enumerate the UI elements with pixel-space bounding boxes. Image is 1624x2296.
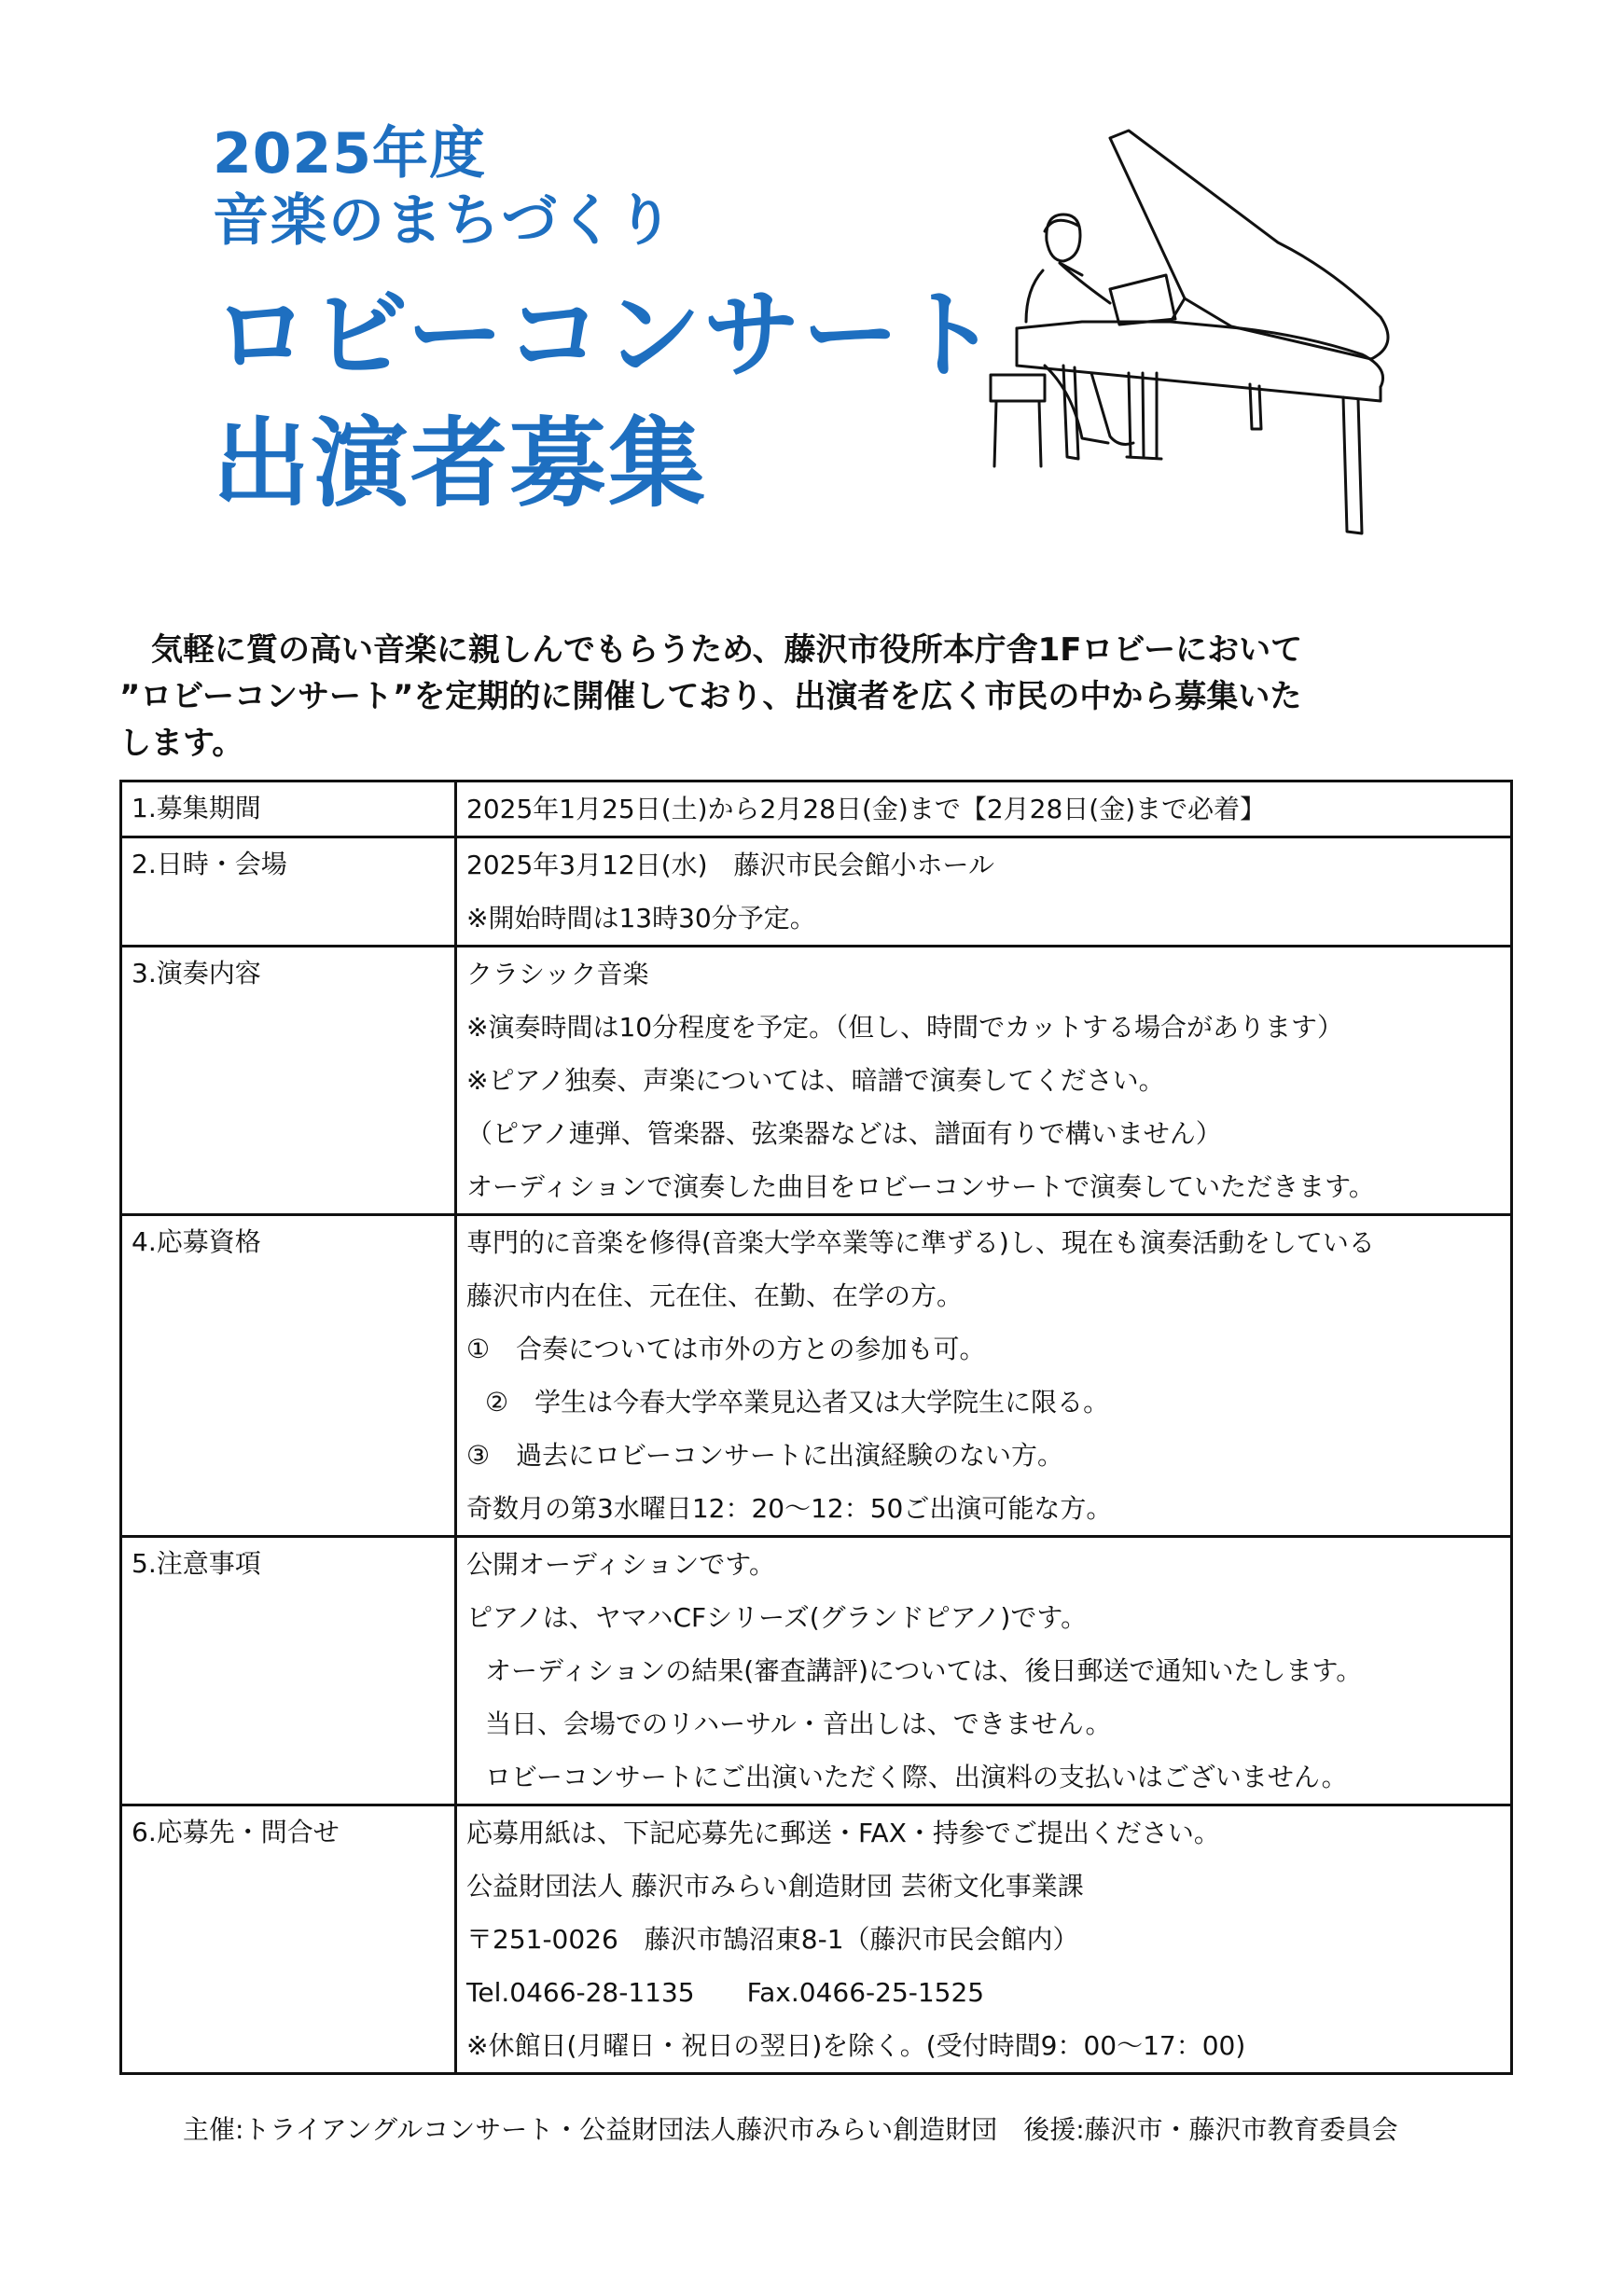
row-content-line: Tel.0466-28-1135 Fax.0466-25-1525 bbox=[466, 1977, 985, 2008]
row-content-line: ピアノは、ヤマハCFシリーズ(グランドピアノ)です。 bbox=[466, 1602, 1088, 1633]
piano-body-side bbox=[1017, 328, 1381, 401]
table-row bbox=[121, 1805, 1512, 2074]
row-content bbox=[456, 781, 1512, 837]
table-row bbox=[121, 947, 1512, 1215]
table-row bbox=[121, 837, 1512, 947]
row-content-line: ② 学生は今春大学卒業見込者又は大学院生に限る。 bbox=[485, 1387, 1110, 1418]
intro-line: ”ロビーコンサート”を定期的に開催しており、出演者を広く市民の中から募集いた bbox=[119, 678, 1302, 715]
row-content-line: 公開オーディションです。 bbox=[466, 1549, 775, 1580]
piano-illustration bbox=[970, 121, 1492, 560]
row-label: 5.注意事項 bbox=[121, 1537, 456, 1805]
row-content-line: オーディションの結果(審査講評)については、後日郵送で通知いたします。 bbox=[485, 1655, 1363, 1686]
piano-music-stand bbox=[1110, 275, 1175, 325]
row-content bbox=[456, 1537, 1512, 1805]
piano-body-top bbox=[1017, 322, 1383, 387]
row-content-line: ※ピアノ独奏、声楽については、暗譜で演奏してください。 bbox=[466, 1065, 1165, 1096]
row-content-line: ※開始時間は13時30分予定。 bbox=[466, 903, 816, 934]
piano-leg-middle bbox=[1250, 384, 1261, 429]
row-label: 6.応募先・問合せ bbox=[121, 1805, 456, 2074]
row-content-line: （ピアノ連弾、管楽器、弦楽器などは、譜面有りで構いません） bbox=[466, 1118, 1222, 1149]
pianist-body bbox=[1026, 263, 1110, 322]
row-content-line: オーディションで演奏した曲目をロビーコンサートで演奏していただきます。 bbox=[466, 1171, 1375, 1202]
row-content-line: 公益財団法人 藤沢市みらい創造財団 芸術文化事業課 bbox=[466, 1871, 1084, 1902]
title-main bbox=[213, 270, 1000, 528]
row-content bbox=[456, 1215, 1512, 1537]
piano-lid bbox=[1110, 131, 1388, 359]
row-content-line: 2025年3月12日(水) 藤沢市民会館小ホール bbox=[466, 850, 994, 880]
row-content-line: 専門的に音楽を修得(音楽大学卒業等に準ずる)し、現在も演奏活動をしている bbox=[466, 1227, 1375, 1258]
row-content bbox=[456, 947, 1512, 1215]
row-content-line: 藤沢市内在住、元在住、在勤、在学の方。 bbox=[466, 1280, 964, 1311]
footer-sponsors: 主催:トライアングルコンサート・公益財団法人藤沢市みらい創造財団 後援:藤沢市・藤沢市教育委員会 bbox=[183, 2114, 1398, 2145]
row-content-line: 当日、会場でのリハーサル・音出しは、できません。 bbox=[485, 1708, 1112, 1739]
info-table bbox=[119, 780, 1513, 2075]
piano-bench bbox=[991, 375, 1045, 466]
intro-line: します。 bbox=[119, 725, 244, 762]
title-block bbox=[213, 121, 1000, 528]
row-content-line: ① 合奏については市外の方との参加も可。 bbox=[466, 1334, 986, 1364]
table-row bbox=[121, 1215, 1512, 1537]
row-label: 2.日時・会場 bbox=[121, 837, 456, 947]
pianist-legs bbox=[1045, 366, 1133, 444]
row-content-line: 奇数月の第3水曜日12：20～12：50ご出演可能な方。 bbox=[466, 1493, 1113, 1524]
row-content-line: 〒251-0026 藤沢市鵠沼東8-1（藤沢市民会館内） bbox=[466, 1924, 1079, 1955]
title-year: 2025年度 bbox=[213, 121, 486, 187]
row-content-line: ロビーコンサートにご出演いただく際、出演料の支払いはございません。 bbox=[485, 1762, 1348, 1792]
row-content-line: ※演奏時間は10分程度を予定。（但し、時間でカットする場合があります） bbox=[466, 1012, 1343, 1043]
title-subtitle: 音楽のまちづくり bbox=[213, 188, 675, 254]
table-row bbox=[121, 781, 1512, 837]
row-content-line: ※休館日(月曜日・祝日の翌日)を除く。(受付時間9：00～17：00) bbox=[466, 2030, 1246, 2061]
row-content-line: ③ 過去にロビーコンサートに出演経験のない方。 bbox=[466, 1440, 1063, 1471]
row-content-line: 2025年1月25日(土)から2月28日(金)まで【2月28日(金)まで必着】 bbox=[466, 794, 1267, 824]
row-label: 3.演奏内容 bbox=[121, 947, 456, 1215]
row-content-line: 応募用紙は、下記応募先に郵送・FAX・持参でご提出ください。 bbox=[466, 1818, 1220, 1848]
intro-paragraph bbox=[119, 627, 1481, 767]
info-table-body bbox=[121, 781, 1512, 2074]
title-line-1: ロビーコンサート bbox=[213, 278, 1000, 392]
row-label: 4.応募資格 bbox=[121, 1215, 456, 1537]
title-line-2: 出演者募集 bbox=[213, 407, 708, 520]
row-content bbox=[456, 837, 1512, 947]
table-row bbox=[121, 1537, 1512, 1805]
piano-leg-right bbox=[1343, 397, 1362, 533]
row-content bbox=[456, 1805, 1512, 2074]
piano-pedal-lyre bbox=[1127, 373, 1161, 459]
row-content-line: クラシック音楽 bbox=[466, 959, 649, 989]
intro-line: 気軽に質の高い音楽に親しんでもらうため、藤沢市役所本庁舎1Fロビーにおいて bbox=[119, 631, 1303, 669]
row-label: 1.募集期間 bbox=[121, 781, 456, 837]
